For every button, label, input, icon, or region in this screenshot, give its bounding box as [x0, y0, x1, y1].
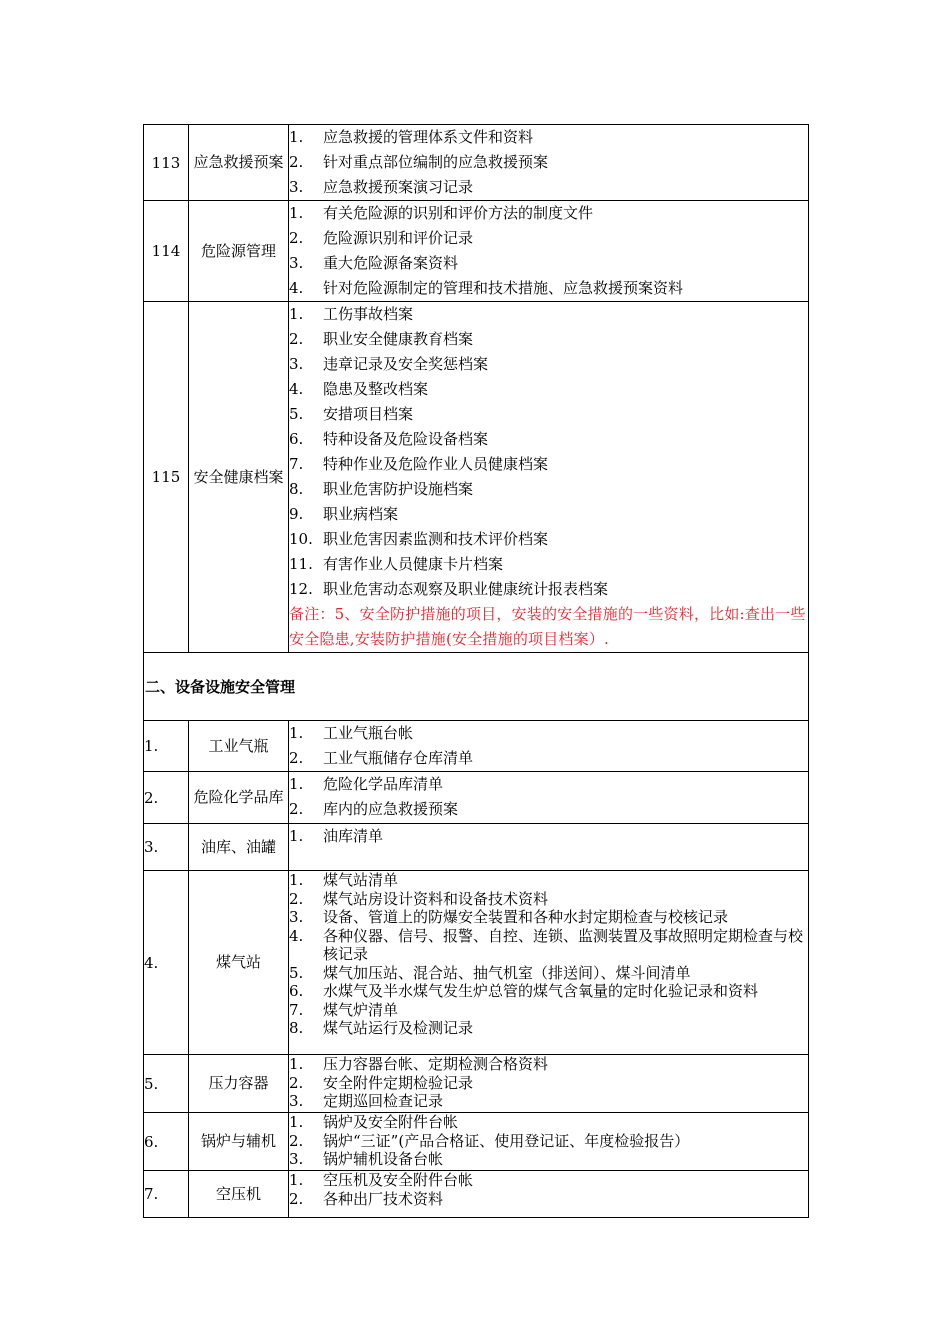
list-item — [289, 201, 808, 226]
row-items — [289, 721, 809, 772]
table-body-bottom — [144, 721, 809, 1218]
row-items — [289, 1055, 809, 1113]
row-number: 113 — [144, 125, 189, 201]
table-body-top — [144, 125, 809, 653]
row-items — [289, 824, 809, 871]
list-item-text: 特种作业及危险作业人员健康档案 — [323, 455, 549, 473]
row-number: 115 — [144, 302, 189, 653]
row-category: 危险化学品库 — [189, 772, 289, 824]
list-item — [289, 982, 808, 1001]
list-item — [289, 251, 808, 276]
row-items — [289, 125, 809, 201]
row-number: 7. — [144, 1171, 189, 1218]
list-item — [289, 927, 808, 964]
list-item-text: 油库清单 — [323, 827, 384, 845]
list-item-number: 10. — [289, 530, 313, 548]
list-item — [289, 1171, 808, 1190]
list-item — [289, 150, 808, 175]
row-items — [289, 1113, 809, 1171]
list-item — [289, 824, 808, 849]
list-item-number: 1. — [289, 204, 304, 222]
table-row — [144, 1113, 809, 1171]
list-item-number: 2. — [289, 749, 304, 767]
list-item-number: 2. — [289, 153, 304, 171]
list-item — [289, 964, 808, 983]
list-item-text: 煤气加压站、混合站、抽气机室（排送间）、煤斗间清单 — [323, 963, 691, 982]
list-item-text: 煤气炉清单 — [323, 1000, 399, 1019]
list-item — [289, 908, 808, 927]
row-category: 空压机 — [189, 1171, 289, 1218]
list-item — [289, 772, 808, 797]
list-item — [289, 797, 808, 822]
list-item-number: 12. — [289, 580, 313, 598]
list-item-text: 针对危险源制定的管理和技术措施、应急救援预案资料 — [323, 279, 684, 297]
remark-note: 备注：5、安全防护措施的项目，安装的安全措施的一些资料，比如:查出一些安全隐患,安装防护措施(安全措施的项目档案）. — [289, 605, 806, 648]
list-item-text: 工业气瓶台帐 — [323, 724, 414, 742]
list-item-text: 职业病档案 — [323, 505, 399, 523]
list-item — [289, 226, 808, 251]
list-item-text: 有关危险源的识别和评价方法的制度文件 — [323, 204, 594, 222]
row-category: 锅炉与辅机 — [189, 1113, 289, 1171]
list-item-text: 压力容器台帐、定期检测合格资料 — [323, 1055, 549, 1073]
list-item-text: 工伤事故档案 — [323, 305, 414, 323]
list-item-number: 3. — [289, 355, 304, 373]
list-item-text: 设备、管道上的防爆安全装置和各种水封定期检查与校核记录 — [323, 908, 729, 926]
list-item-number: 1. — [289, 1171, 304, 1189]
row-category: 应急救援预案 — [189, 125, 289, 201]
list-item — [289, 402, 808, 427]
list-item — [289, 352, 808, 377]
list-item — [289, 427, 808, 452]
row-category: 危险源管理 — [189, 201, 289, 302]
list-item-text: 应急救援预案演习记录 — [323, 178, 474, 196]
list-item — [289, 890, 808, 909]
list-item-number: 1. — [289, 305, 304, 323]
row-category: 压力容器 — [189, 1055, 289, 1113]
list-item — [289, 1001, 808, 1020]
list-item-number: 1. — [289, 871, 304, 889]
list-item — [289, 1113, 808, 1132]
list-item-text: 空压机及安全附件台帐 — [323, 1171, 474, 1189]
list-item-text: 煤气站清单 — [323, 871, 399, 889]
list-item — [289, 302, 808, 327]
row-category: 煤气站 — [189, 871, 289, 1055]
list-item-number: 2. — [289, 1073, 304, 1092]
list-item-number: 7. — [289, 1000, 304, 1019]
row-items — [289, 1171, 809, 1218]
list-item-text: 各种仪器、信号、报警、自控、连锁、监测装置及事故照明定期检查与校核记录 — [323, 926, 804, 963]
list-item-number: 3. — [289, 1092, 304, 1110]
list-item-text: 锅炉及安全附件台帐 — [323, 1113, 459, 1131]
list-item-number: 3. — [289, 254, 304, 272]
list-item-text: 违章记录及安全奖惩档案 — [323, 355, 489, 373]
list-item-number: 3. — [289, 178, 304, 196]
row-number: 4. — [144, 871, 189, 1055]
list-item-text: 锅炉辅机设备台帐 — [323, 1150, 444, 1168]
list-item — [289, 577, 808, 602]
list-item-number: 4. — [289, 279, 304, 297]
row-items — [289, 871, 809, 1055]
document-table-container — [143, 124, 808, 1218]
row-number: 5. — [144, 1055, 189, 1113]
table-row — [144, 772, 809, 824]
list-item — [289, 1092, 808, 1111]
list-item-text: 煤气站房设计资料和设备技术资料 — [323, 889, 549, 908]
row-number: 2. — [144, 772, 189, 824]
list-item — [289, 276, 808, 301]
list-item-number: 3. — [289, 1150, 304, 1168]
row-number: 6. — [144, 1113, 189, 1171]
list-item-number: 5. — [289, 405, 304, 423]
list-item-number: 6. — [289, 430, 304, 448]
table-row — [144, 721, 809, 772]
row-number: 3. — [144, 824, 189, 871]
list-item — [289, 477, 808, 502]
list-item-number: 8. — [289, 1019, 304, 1037]
table-row — [144, 302, 809, 653]
list-item-text: 职业危害因素监测和技术评价档案 — [323, 530, 549, 548]
list-item-text: 特种设备及危险设备档案 — [323, 430, 489, 448]
list-item-text: 危险源识别和评价记录 — [323, 229, 474, 247]
list-item — [289, 746, 808, 771]
list-item — [289, 1055, 808, 1074]
list-item — [289, 721, 808, 746]
list-item-text: 应急救援的管理体系文件和资料 — [323, 128, 534, 146]
list-item-text: 各种出厂技术资料 — [323, 1189, 444, 1208]
list-item — [289, 552, 808, 577]
list-item-text: 煤气站运行及检测记录 — [323, 1019, 474, 1037]
list-item-number: 1. — [289, 775, 304, 793]
row-category: 安全健康档案 — [189, 302, 289, 653]
list-item — [289, 502, 808, 527]
list-item — [289, 175, 808, 200]
section-header-row — [144, 653, 809, 721]
list-item-text: 库内的应急救援预案 — [323, 800, 459, 818]
row-category: 工业气瓶 — [189, 721, 289, 772]
list-item — [289, 1019, 808, 1038]
list-item-text: 定期巡回检查记录 — [323, 1092, 444, 1110]
row-items — [289, 772, 809, 824]
list-item-number: 4. — [289, 926, 304, 945]
table-row — [144, 871, 809, 1055]
list-item — [289, 452, 808, 477]
list-item-text: 水煤气及半水煤气发生炉总管的煤气含氧量的定时化验记录和资料 — [323, 982, 759, 1000]
list-item — [289, 1074, 808, 1093]
list-item-text: 重大危险源备案资料 — [323, 254, 459, 272]
list-item-text: 安措项目档案 — [323, 405, 414, 423]
list-item-number: 5. — [289, 963, 304, 982]
list-item-number: 1. — [289, 128, 304, 146]
list-item-text: 职业危害防护设施档案 — [323, 480, 474, 498]
list-item-number: 1. — [289, 827, 304, 845]
list-item — [289, 1150, 808, 1169]
list-item — [289, 871, 808, 890]
list-item-number: 2. — [289, 229, 304, 247]
row-category: 油库、油罐 — [189, 824, 289, 871]
list-item — [289, 1190, 808, 1209]
list-item — [289, 125, 808, 150]
table-row — [144, 1171, 809, 1218]
list-item — [289, 527, 808, 552]
list-item — [289, 327, 808, 352]
list-item-text: 锅炉“三证”(产品合格证、使用登记证、年度检验报告） — [323, 1131, 690, 1150]
list-item — [289, 377, 808, 402]
list-item-number: 2. — [289, 330, 304, 348]
list-item-number: 4. — [289, 380, 304, 398]
row-number: 114 — [144, 201, 189, 302]
row-items — [289, 302, 809, 653]
list-item-text: 工业气瓶储存仓库清单 — [323, 749, 474, 767]
table-row — [144, 125, 809, 201]
list-item-number: 1. — [289, 724, 304, 742]
list-item-number: 1. — [289, 1055, 304, 1073]
list-item-number: 6. — [289, 982, 304, 1000]
list-item-text: 隐患及整改档案 — [323, 380, 429, 398]
row-number: 1. — [144, 721, 189, 772]
list-item — [289, 1132, 808, 1151]
list-item-number: 11. — [289, 555, 313, 573]
list-item-text: 职业安全健康教育档案 — [323, 330, 474, 348]
section-header-body — [144, 653, 809, 721]
table-row — [144, 1055, 809, 1113]
list-item-number: 2. — [289, 1189, 304, 1208]
list-item-number: 8. — [289, 480, 304, 498]
safety-records-table — [143, 124, 809, 1218]
list-item-text: 安全附件定期检验记录 — [323, 1073, 474, 1092]
list-item-text: 针对重点部位编制的应急救援预案 — [323, 153, 549, 171]
row-items — [289, 201, 809, 302]
list-item-text: 危险化学品库清单 — [323, 775, 444, 793]
list-item-number: 2. — [289, 889, 304, 908]
list-item-number: 3. — [289, 908, 304, 926]
table-row — [144, 201, 809, 302]
list-item-text: 有害作业人员健康卡片档案 — [323, 555, 504, 573]
list-item-number: 2. — [289, 800, 304, 818]
list-item-number: 1. — [289, 1113, 304, 1131]
list-item-number: 7. — [289, 455, 304, 473]
list-item-number: 9. — [289, 505, 304, 523]
section-title: 二、设备设施安全管理 — [144, 653, 809, 721]
list-item-number: 2. — [289, 1131, 304, 1150]
table-row — [144, 824, 809, 871]
list-item-text: 职业危害动态观察及职业健康统计报表档案 — [323, 580, 609, 598]
